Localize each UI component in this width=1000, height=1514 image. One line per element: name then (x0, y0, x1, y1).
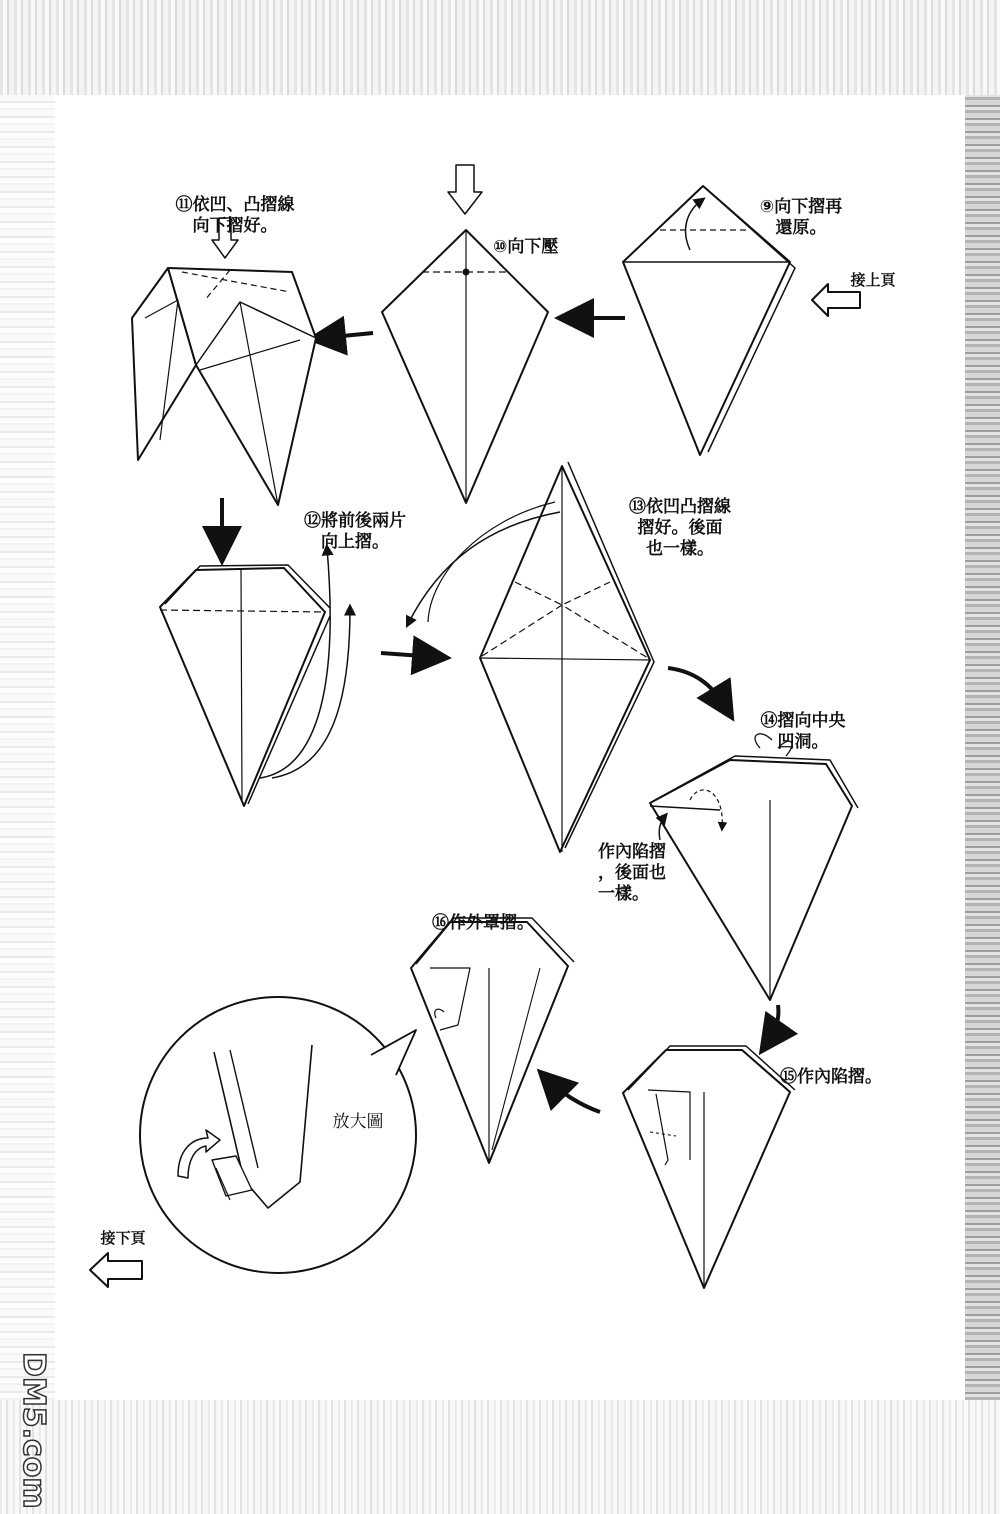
zoom-label: 放大圖 (332, 1112, 384, 1132)
step14-note: 作內陷摺 ，後面也 一樣。 (598, 842, 666, 904)
svg-text:DM5.com: DM5.com (16, 1352, 51, 1509)
step15-label: ⑮作內陷摺。 (780, 1067, 882, 1087)
flow-arrow-13-14 (668, 668, 726, 708)
step15-figure (623, 1046, 795, 1288)
step9-label: ⑨向下摺再 還原。 (759, 197, 843, 238)
step12-label: ⑫將前後兩片 向上摺。 (304, 511, 406, 552)
step11-figure (132, 218, 316, 505)
zoom-detail (140, 997, 416, 1273)
flow-arrow-15-16 (548, 1080, 600, 1112)
flow-arrow-12-13 (381, 653, 436, 657)
continued-from-label: 接上頁 (850, 271, 896, 289)
step11-label: ⑪依凹、凸摺線 向下摺好。 (175, 195, 295, 236)
continue-to-arrow (90, 1253, 142, 1287)
step16-figure (411, 918, 574, 1163)
step10-label: ⑩向下壓 (493, 237, 559, 257)
step16-label: ⑯作外罩摺。 (432, 913, 534, 933)
flow-arrow-14-15 (768, 1005, 778, 1042)
step14-label: ⑭摺向中央 凹洞。 (760, 711, 846, 752)
step13-label: ⑬依凹凸摺線 摺好。後面 也一樣。 (629, 497, 731, 559)
continued-to-label: 接下頁 (100, 1229, 146, 1247)
site-watermark (6, 1350, 51, 1510)
step12-figure (160, 548, 350, 806)
flow-arrow-10-11 (322, 333, 373, 338)
